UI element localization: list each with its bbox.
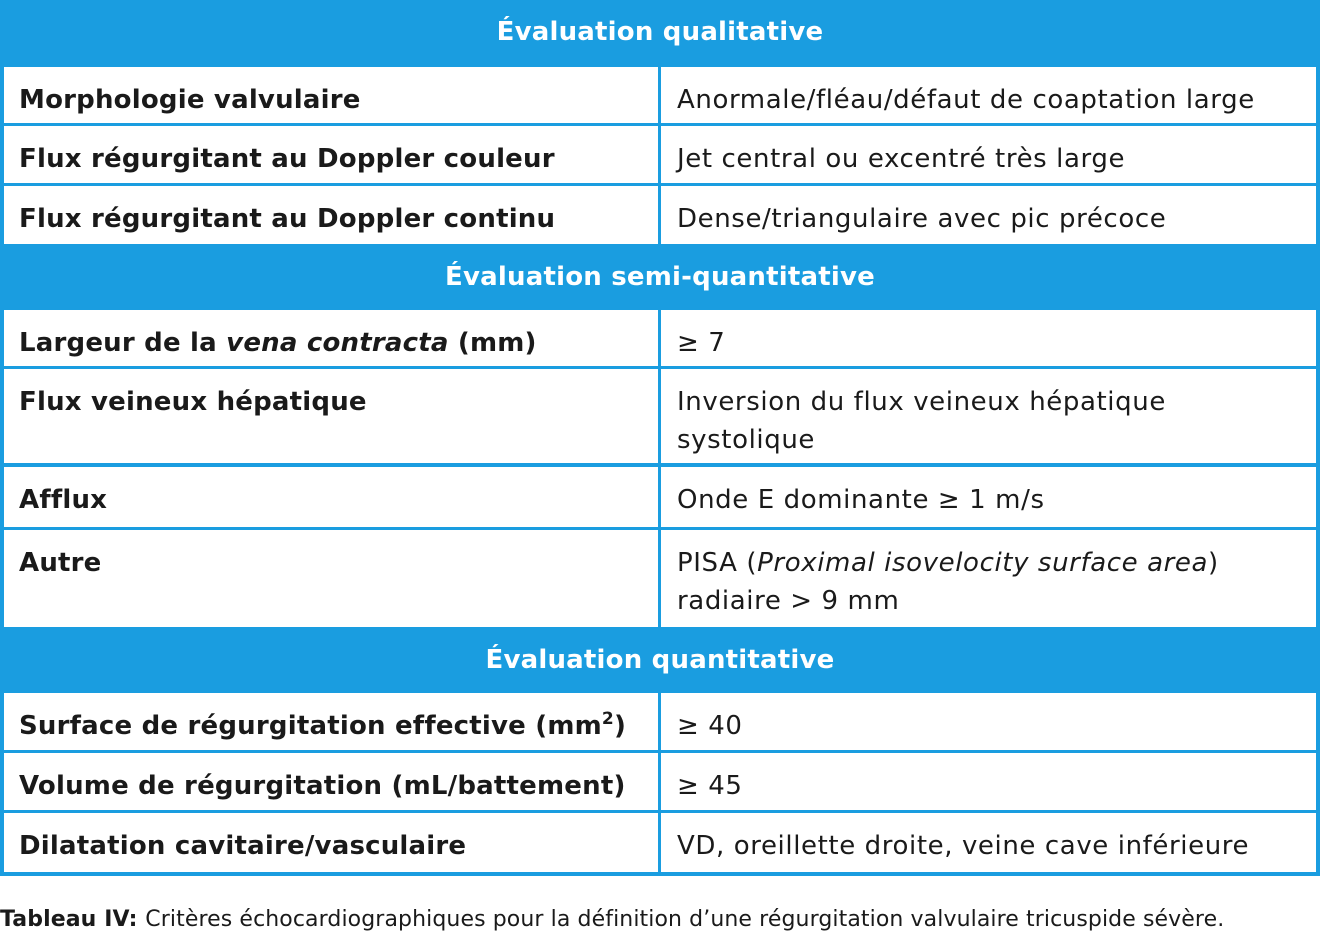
section-header-qualitative bbox=[0, 0, 1320, 64]
criterion-label: Afflux bbox=[4, 467, 658, 527]
criterion-value bbox=[661, 369, 1316, 463]
section-title: Évaluation quantitative bbox=[485, 644, 835, 675]
criterion-value: Dense/triangulaire avec pic précoce bbox=[661, 186, 1316, 244]
label-text: Largeur de la bbox=[19, 328, 227, 358]
table-row bbox=[0, 186, 1320, 244]
table-row bbox=[0, 126, 1320, 183]
section-header-semi-quantitative bbox=[0, 244, 1320, 309]
caption-label: Tableau IV bbox=[0, 907, 129, 932]
table-row bbox=[0, 530, 1320, 627]
criterion-label: Morphologie valvulaire bbox=[4, 67, 658, 123]
criterion-value: Anormale/fléau/défaut de coaptation large bbox=[661, 67, 1316, 123]
criterion-value bbox=[661, 530, 1316, 627]
section-title: Évaluation qualitative bbox=[496, 17, 824, 47]
criterion-label: Flux régurgitant au Doppler continu bbox=[4, 186, 658, 244]
value-italic-text: Proximal isovelocity surface area bbox=[757, 548, 1209, 578]
table-row bbox=[0, 310, 1320, 366]
table-caption bbox=[0, 905, 1320, 935]
criterion-value: VD, oreillette droite, veine cave inférieure bbox=[661, 813, 1316, 872]
table-row bbox=[0, 369, 1320, 463]
criterion-value: ≥ 40 bbox=[661, 693, 1316, 750]
table-row bbox=[0, 753, 1320, 810]
criterion-label bbox=[4, 693, 658, 750]
label-unit-text: (mm) bbox=[448, 328, 537, 358]
criterion-value: Jet central ou excentré très large bbox=[661, 126, 1316, 183]
label-text: Surface de régurgitation effective (mm bbox=[19, 711, 602, 741]
criterion-label bbox=[4, 310, 658, 366]
value-text: ) bbox=[1208, 548, 1219, 578]
value-line: radiaire > 9 mm bbox=[677, 586, 900, 616]
caption-text: Critères échocardiographiques pour la définition d’une régurgitation valvulaire tricuspide sévère. bbox=[145, 907, 1225, 932]
criterion-label: Dilatation cavitaire/vasculaire bbox=[4, 813, 658, 872]
table-row bbox=[0, 467, 1320, 527]
criterion-label: Flux régurgitant au Doppler couleur bbox=[4, 126, 658, 183]
value-line: Inversion du flux veineux hépatique bbox=[677, 387, 1166, 417]
superscript: 2 bbox=[601, 709, 614, 729]
table-row bbox=[0, 813, 1320, 872]
section-title: Évaluation semi-quantitative bbox=[445, 261, 875, 292]
label-italic-text: vena contracta bbox=[226, 328, 449, 358]
criterion-value: Onde E dominante ≥ 1 m/s bbox=[661, 467, 1316, 527]
criterion-label: Volume de régurgitation (mL/battement) bbox=[4, 753, 658, 810]
table-row bbox=[0, 67, 1320, 123]
table-row bbox=[0, 693, 1320, 750]
value-text: PISA ( bbox=[677, 548, 758, 578]
caption-separator: : bbox=[128, 907, 146, 932]
section-header-quantitative bbox=[0, 627, 1320, 692]
value-line: systolique bbox=[677, 425, 816, 455]
criterion-label: Autre bbox=[4, 530, 658, 627]
criterion-value: ≥ 7 bbox=[661, 310, 1316, 366]
label-text: ) bbox=[613, 711, 627, 741]
criterion-label: Flux veineux hépatique bbox=[4, 369, 658, 463]
criterion-value: ≥ 45 bbox=[661, 753, 1316, 810]
